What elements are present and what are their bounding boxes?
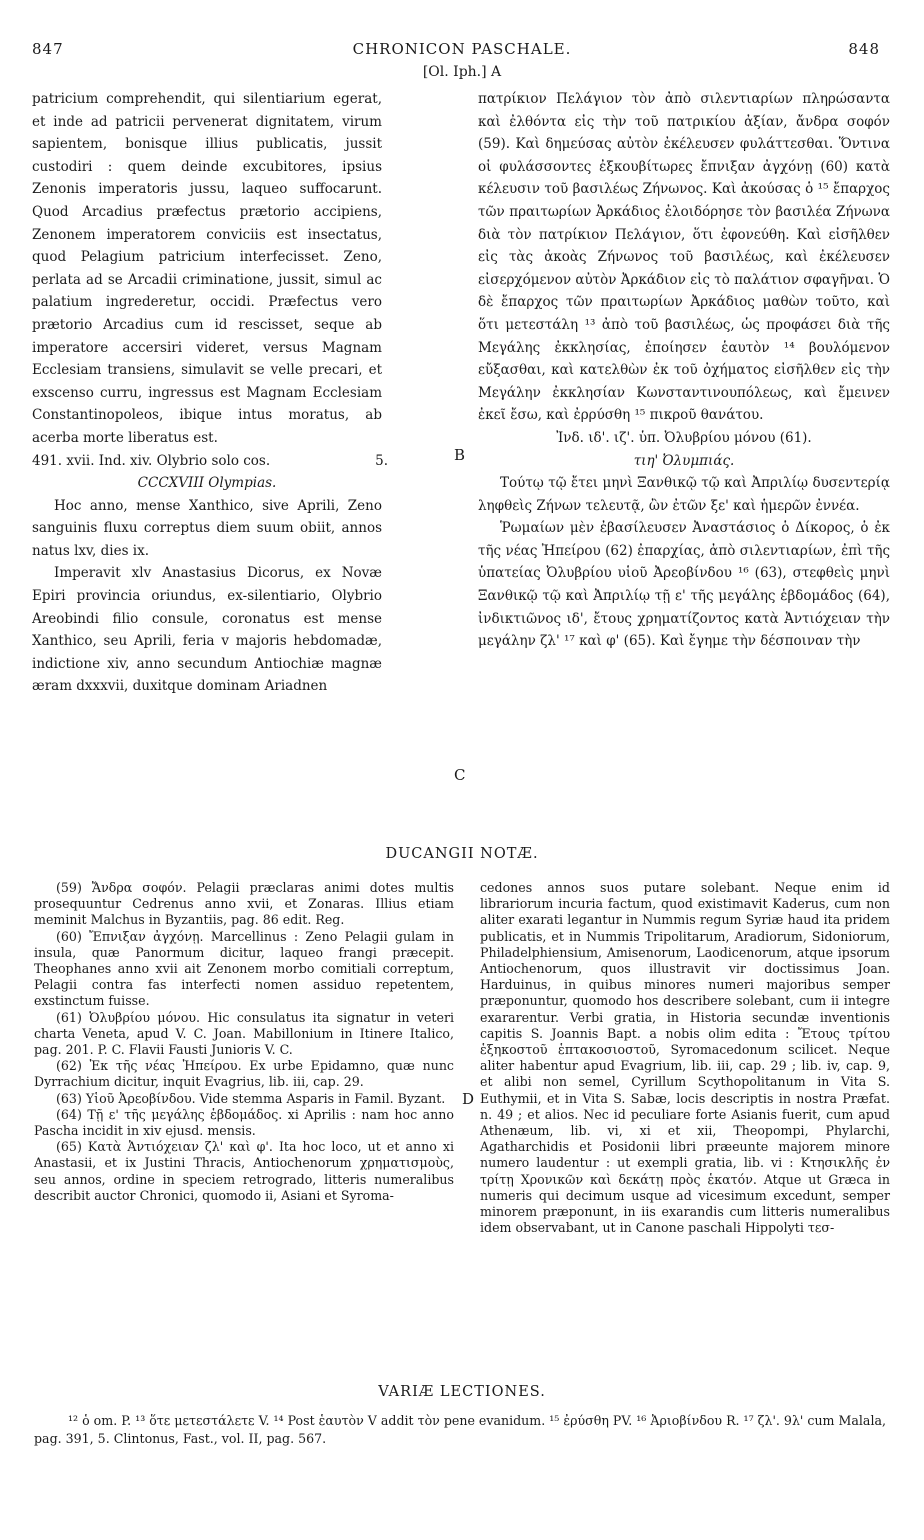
note-63: (63) Υἱοῦ Ἀρεοβίνδου. Vide stemma Asparis in Famil. Byzant. (56, 1090, 446, 1106)
latin-year-text: 491. xvii. Ind. xiv. Olybrio solo cos. (32, 452, 271, 469)
margin-marker-d: D (462, 1090, 475, 1108)
latin-paragraph: Imperavit xlv Anastasius Dicorus, ex Novæ Epiri provincia oriundus, ex-silentiario, Olybrio Areobindi filio consule, coronatus est mense Xanthico, seu Aprili, feria v majoris hebdomadæ, indictione xiv, anno secundum Antiochiæ magnæ æram dxxxvii, duxitque dominam Ariadnen (32, 565, 382, 695)
page-number-left: 847 (32, 40, 64, 58)
greek-paragraph: Τούτῳ τῷ ἔτει μηνὶ Ξανθικῷ τῷ καὶ Ἀπριλίῳ δυσεντερίᾳ ληφθεὶς Ζήνων τελευτᾷ, ὢν ἐτῶν ξε' καὶ ἡμερῶν ἐννέα. (478, 475, 890, 514)
note-64: (64) Τῇ ε' τῆς μεγάλης ἑβδομάδος. xi Aprilis : nam hoc anno Pascha incidit in xiv ejusd. mensis. (34, 1106, 454, 1139)
greek-paragraph: Ῥωμαίων μὲν ἐβασίλευσεν Ἀναστάσιος ὁ Δίκορος, ὁ ἐκ τῆς νέας Ἠπείρου (62) ἐπαρχίας, ἀπὸ σιλεντιαρίων, ἐπὶ τῆς ὑπατείας Ὀλυβρίου υἱοῦ Ἀρεοβίνδου ¹⁶ (63), στεφθεὶς μηνὶ Ξανθικῷ τῷ καὶ Ἀπριλίῳ τῇ ε' τῆς μεγάλης ἑβδομάδος (64), ἰνδικτιῶνος ιδ', ἔτους χρηματίζοντος κατὰ Ἀντιόχειαν τὴν μεγάλην ζλ' ¹⁷ καὶ φ' (65). Καὶ ἔγημε τὴν δέσποιναν τὴν (478, 520, 890, 650)
notes-title: DUCANGII NOTÆ. (385, 846, 539, 862)
latin-paragraph: Hoc anno, mense Xanthico, sive Aprili, Zeno sanguinis fluxu correptus diem suum obiit, annos natus lxv, dies ix. (32, 497, 382, 559)
latin-olympiad-heading: CCCXVIII Olympias. (137, 475, 277, 492)
greek-column (478, 88, 890, 653)
note-59: (59) Ἄνδρα σοφόν. Pelagii præclaras animi dotes multis prosequuntur Cedrenus anno xvii, et Zonaras. Illius etiam meminit Malchus in Byzantiis, pag. 86 edit. Reg. (34, 880, 454, 928)
greek-olympiad-heading: τιη' Ὀλυμπιάς. (633, 452, 735, 469)
note-62: (62) Ἐκ τῆς νέας Ἠπείρου. Ex urbe Epidamno, quæ nunc Dyrrachium dicitur, inquit Evagrius, lib. iii, cap. 29. (34, 1058, 454, 1090)
note-65-continued: cedones annos suos putare solebant. Neque enim id librariorum incuria factum, quod existimavit Kaderus, cum non aliter exarati legantur in Nummis regum Syriæ haud ita pridem publicatis, et in Nummis Tripolitarum, Aradiorum, Sidoniorum, Philadelphiensium, Amisenorum, Laodicenorum, atque ipsorum Antiochenorum, quos illustravit vir doctissimus Joan. Harduinus, in quibus minores numeri majoribus semper præponuntur, quomodo hos describere solebant, cum ii integre exararentur. Verbi gratia, in Historia secundæ inventionis capitis S. Joannis Bapt. a nobis olim edita : Ἔτους τρίτου ἑξηκοστοῦ ἑπτακοσιοστοῦ, Syromacedonum scilicet. Neque aliter habentur apud Evagrium, lib. iii, cap. 29 ; lib. iv, cap. 9, et alibi non semel, Cyrillum Scythopolitanum in Vita S. Euthymii, et in Vita S. Sabæ, locis descriptis in nostra Præfat. n. 49 ; et alios. Nec id peculiare forte Asianis fuerit, cum apud Athenæum, lib. vi, xi et xii, Theopompi, Phylarchi, Agatharchidis et Posidonii libri præeunte majorem minore numero laudentur : ut exempli gratia, lib. vi : Κτησικλῆς ἐν τρίτῃ Χρονικῶν καὶ δεκάτῃ πρὸς ἑκατόν. Atque ut Græca in numeris qui decimum usque ad vicesimum excedunt, semper minorem præponunt, in iis exarandis cum litteris numeralibus idem observabant, ut in Canone paschali Hippolyti τεσ- (480, 880, 890, 1236)
greek-paragraph: πατρίκιον Πελάγιον τὸν ἀπὸ σιλεντιαρίων πληρώσαντα καὶ ἐλθόντα εἰς τὴν τοῦ πατρικίου ἀξίαν, ἄνδρα σοφόν (59). Καὶ δημεύσας αὐτὸν ἐκέλευσεν φυλάττεσθαι. Ὅντινα οἱ φυλάσσοντες ἐξκουβίτωρες ἔπνιξαν ἀγχόνῃ (60) κατὰ κέλευσιν τοῦ βασιλέως Ζήνωνος. Καὶ ἀκούσας ὁ ¹⁵ ἔπαρχος τῶν πραιτωρίων Ἀρκάδιος ἐλοιδόρησε τὸν βασιλέα Ζήνωνα διὰ τὸν πατρίκιον Πελάγιον, ὅτι ἐφονεύθη. Καὶ εἰσῆλθεν εἰς τὰς ἀκοὰς Ζήνωνος τοῦ βασιλέως, καὶ ἐκέλευσεν εἰσερχόμενον αὐτὸν Ἀρκάδιον εἰς τὸ παλάτιον σφαγῆναι. Ὁ δὲ ἔπαρχος τῶν πραιτωρίων Ἀρκάδιος μαθὼν τοῦτο, καὶ ὅτι μετεστάλη ¹³ ἀπὸ τοῦ βασιλέως, ὡς προφάσει διὰ τῆς Μεγάλης ἐκκλησίας, ἐποίησεν ἑαυτὸν ¹⁴ βουλόμενον εὔξασθαι, καὶ κατελθὼν ἐκ τοῦ ὀχήματος εἰσῆλθεν εἰς τὴν Μεγάλην ἐκκλησίαν Κωνσταντινουπόλεως, καὶ ἔμεινεν ἐκεῖ ἔσω, καὶ ἐρρύσθη ¹⁵ πικροῦ θανάτου. (478, 91, 890, 424)
variae-lectiones: ¹² ὁ om. P. ¹³ ὅτε μετεστάλετε V. ¹⁴ Post ἑαυτὸν V addit τὸν pene evanidum. ¹⁵ ἐρύσθη PV. ¹⁶ Ἀριοβίνδου R. ¹⁷ ζλ'. 9λ' cum Malala, pag. 391, 5. Clintonus, Fast., vol. II, pag. 567. (34, 1413, 886, 1446)
page-number-right: 848 (848, 40, 880, 58)
notes-right-column (480, 880, 890, 1236)
note-61: (61) Ὀλυβρίου μόνου. Hic consulatus ita signatur in veteri charta Veneta, apud V. C. Joan. Mabillonium in Itinere Italico, pag. 201. P. C. Flavii Fausti Junioris V. C. (34, 1009, 454, 1058)
variae-title: VARIÆ LECTIONES. (378, 1384, 546, 1400)
olympiad-marker: [Ol. Iph.] A (422, 64, 502, 80)
running-title: CHRONICON PASCHALE. (352, 40, 572, 58)
margin-marker-c: C (454, 766, 466, 784)
latin-paragraph: patricium comprehendit, qui silentiarium egerat, et inde ad patricii pervenerat dignitatem, virum sapientem, bonisque illius publicatis, jussit custodiri : quem deinde excubitores, ipsius Zenonis imperatoris jussu, laqueo suffocarunt. Quod Arcadius præfectus prætorio accipiens, Zenonem imperatorem conviciis est insectatus, quod Pelagium patricium interfecisset. Zeno, perlata ad se Arcadii criminatione, jussit, simul ac palatium ingrederetur, occidi. Præfectus vero prætorio Arcadius cum id rescisset, seque ab imperatore accersiri videret, versus Magnam Ecclesiam transiens, simulavit se velle precari, et exscenso curru, ingressus est Magnam Ecclesiam Constantinopoleos, ibique intus moratus, ab acerba morte liberatus est. (32, 91, 382, 446)
running-header (0, 40, 924, 64)
margin-marker-b: B (454, 446, 466, 464)
latin-year-number: 5. (375, 452, 388, 469)
latin-column (32, 88, 388, 698)
note-60: (60) Ἔπνιξαν ἀγχόνῃ. Marcellinus : Zeno Pelagii gulam in insula, quæ Panormum dicitur, laqueo frangi præcepit. Theophanes anno xvii ait Zenonem morbo comitiali correptum, Pelagii contra fas interfecti nomen assiduo repetentem, exstinctum fuisse. (34, 928, 454, 1009)
latin-year-line (32, 450, 388, 473)
note-65: (65) Κατὰ Ἀντιόχειαν ζλ' καὶ φ'. Ita hoc loco, ut et anno xi Anastasii, et ix Justini Thracis, Antiochenorum χρηματισμοὺς, seu annos, ordine in speciem retrogrado, litteris numeralibus describit auctor Chronici, quomodo ii, Asiani et Syroma- (34, 1139, 454, 1203)
notes-left-column (34, 880, 454, 1204)
greek-year-line: Ἰνδ. ιδ'. ιζ'. ὑπ. Ὀλυβρίου μόνου (61). (556, 429, 812, 446)
